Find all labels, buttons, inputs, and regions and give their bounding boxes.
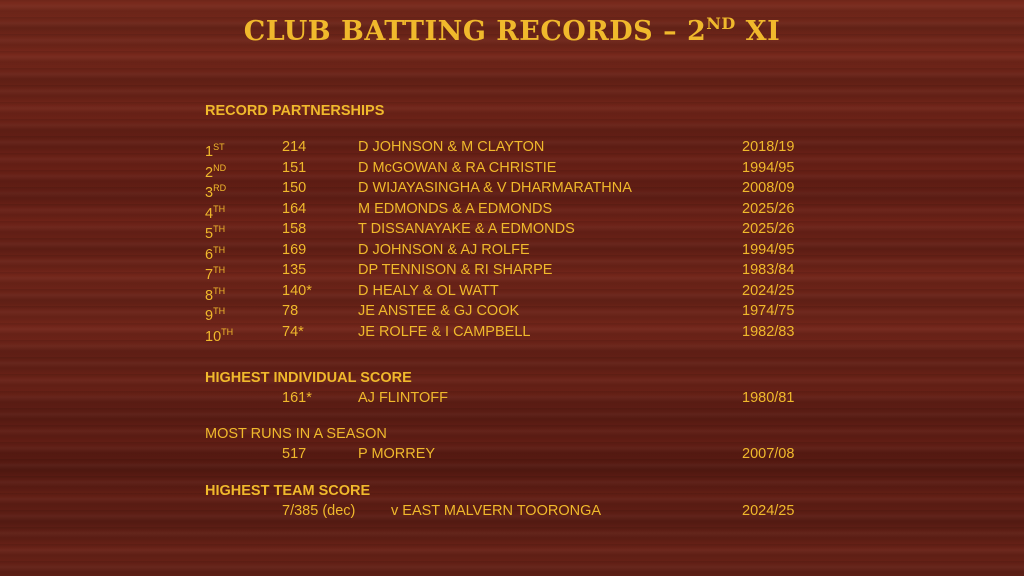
page-title: CLUB BATTING RECORDS – 2ND XI bbox=[243, 14, 781, 47]
partnership-runs: 140* bbox=[282, 282, 312, 299]
partnership-runs: 74* bbox=[282, 323, 304, 340]
section-heading-highest-individual: HIGHEST INDIVIDUAL SCORE bbox=[205, 370, 412, 386]
partnership-season: 1974/75 bbox=[742, 303, 795, 319]
most-runs-score: 517 bbox=[282, 446, 307, 462]
partnership-season: 2025/26 bbox=[742, 221, 795, 237]
most-runs-player: P MORREY bbox=[358, 446, 436, 462]
highest-team-season: 2024/25 bbox=[742, 503, 795, 519]
partnership-players: D WIJAYASINGHA & V DHARMARATHNA bbox=[358, 180, 632, 196]
partnership-wicket: 10TH bbox=[205, 326, 234, 345]
partnership-players: M EDMONDS & A EDMONDS bbox=[358, 200, 553, 217]
highest-individual-score: 161* bbox=[282, 390, 312, 406]
partnership-season: 1983/84 bbox=[742, 262, 795, 278]
partnership-season: 2025/26 bbox=[742, 200, 795, 217]
partnership-season: 2008/09 bbox=[742, 180, 795, 196]
partnership-wicket: 9TH bbox=[205, 306, 226, 324]
partnership-season: 2018/19 bbox=[742, 139, 795, 155]
section-heading-most-runs: MOST RUNS IN A SEASON bbox=[205, 426, 387, 442]
partnership-wicket: 5TH bbox=[205, 224, 226, 242]
partnership-wicket: 8TH bbox=[205, 285, 226, 304]
partnership-season: 1994/95 bbox=[742, 241, 795, 258]
partnership-runs: 169 bbox=[282, 241, 307, 258]
highest-individual-season: 1980/81 bbox=[742, 390, 795, 406]
partnership-runs: 151 bbox=[282, 159, 307, 176]
partnership-runs: 214 bbox=[282, 139, 307, 155]
partnership-season: 2024/25 bbox=[742, 282, 795, 299]
partnership-wicket: 3RD bbox=[205, 183, 227, 201]
partnership-wicket: 7TH bbox=[205, 265, 226, 283]
partnership-runs: 78 bbox=[282, 303, 299, 319]
highest-individual-player: AJ FLINTOFF bbox=[358, 390, 448, 406]
section-heading-highest-team: HIGHEST TEAM SCORE bbox=[205, 483, 371, 499]
partnership-runs: 164 bbox=[282, 200, 307, 217]
partnership-players: D JOHNSON & AJ ROLFE bbox=[358, 241, 530, 258]
partnership-wicket: 4TH bbox=[205, 203, 226, 222]
partnership-wicket: 2ND bbox=[205, 162, 227, 181]
partnership-players: T DISSANAYAKE & A EDMONDS bbox=[358, 221, 575, 237]
partnership-players: D JOHNSON & M CLAYTON bbox=[358, 139, 545, 155]
most-runs-season: 2007/08 bbox=[742, 446, 795, 462]
section-heading-partnerships: RECORD PARTNERSHIPS bbox=[205, 103, 385, 119]
partnership-players: D HEALY & OL WATT bbox=[358, 282, 499, 299]
partnership-runs: 158 bbox=[282, 221, 307, 237]
partnership-wicket: 6TH bbox=[205, 244, 226, 263]
partnership-players: JE ANSTEE & GJ COOK bbox=[358, 303, 520, 319]
partnership-players: JE ROLFE & I CAMPBELL bbox=[358, 323, 531, 340]
partnership-wicket: 1ST bbox=[205, 142, 225, 160]
partnership-players: DP TENNISON & RI SHARPE bbox=[358, 262, 553, 278]
partnership-runs: 135 bbox=[282, 262, 307, 278]
partnership-season: 1994/95 bbox=[742, 159, 795, 176]
highest-team-score: 7/385 (dec) bbox=[282, 503, 356, 519]
partnership-season: 1982/83 bbox=[742, 323, 795, 340]
partnership-players: D McGOWAN & RA CHRISTIE bbox=[358, 159, 557, 176]
highest-team-opponent: v EAST MALVERN TOORONGA bbox=[391, 503, 602, 519]
partnership-runs: 150 bbox=[282, 180, 307, 196]
